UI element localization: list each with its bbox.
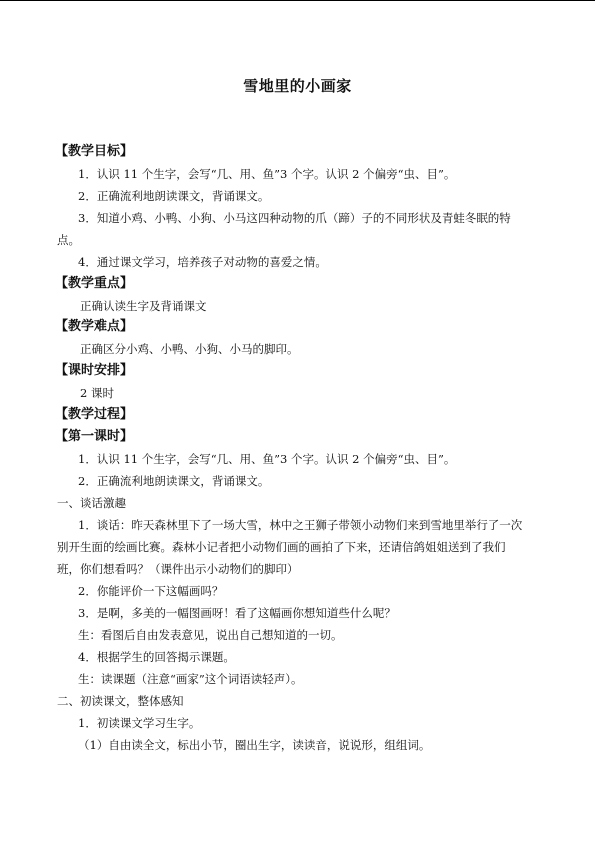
doc-line: 【教学重点】 <box>55 276 134 291</box>
doc-line: 【第一课时】 <box>55 429 134 444</box>
doc-line: 【教学目标】 <box>55 144 134 159</box>
doc-line: 1．初读课文学习生字。 <box>78 716 201 730</box>
doc-line: 正确认读生字及背诵课文 <box>80 299 207 313</box>
doc-line: 2．你能评价一下这幅画吗？ <box>78 584 224 598</box>
doc-line: 3．知道小鸡、小鸭、小狗、小马这四种动物的爪（蹄）子的不同形状及青蛙冬眠的特 <box>78 211 511 225</box>
doc-line: 生：读课题（注意“画家”这个词语读轻声）。 <box>78 672 303 686</box>
doc-line: 2．正确流利地朗读课文，背诵课文。 <box>78 189 270 203</box>
doc-line: 【教学过程】 <box>55 407 134 422</box>
doc-line: 正确区分小鸡、小鸭、小狗、小马的脚印。 <box>80 342 299 356</box>
doc-line: 二、初读课文，整体感知 <box>57 694 184 708</box>
doc-line: 1．认识 11 个生字，会写“几、用、鱼”3 个字。认识 2 个偏旁“虫、目”。 <box>78 167 456 181</box>
document-title: 雪地里的小画家 <box>243 77 352 95</box>
doc-line: 1．认识 11 个生字，会写“几、用、鱼”3 个字。认识 2 个偏旁“虫、目”。 <box>78 452 456 466</box>
doc-line: 2 课时 <box>80 386 114 400</box>
doc-line: 【课时安排】 <box>55 363 134 378</box>
doc-line: 点。 <box>57 233 80 247</box>
top-rule <box>0 0 595 1</box>
doc-line: 生：看图后自由发表意见，说出自己想知道的一切。 <box>78 628 343 642</box>
doc-line: 4．通过课文学习，培养孩子对动物的喜爱之情。 <box>78 255 327 269</box>
doc-line: 3．是啊，多美的一幅图画呀！看了这幅画你想知道些什么呢？ <box>78 606 396 620</box>
doc-line: （1）自由读全文，标出小节，圈出生字，读读音，说说形，组组词。 <box>78 738 431 752</box>
doc-line: 2．正确流利地朗读课文，背诵课文。 <box>78 474 270 488</box>
doc-line: 【教学难点】 <box>55 319 134 334</box>
doc-line: 一、谈话激趣 <box>57 496 126 510</box>
doc-line: 班，你们想看吗？（课件出示小动物们的脚印） <box>57 562 299 576</box>
doc-line: 4．根据学生的回答揭示课题。 <box>78 650 235 664</box>
doc-line: 别开生面的绘画比赛。森林小记者把小动物们画的画拍了下来，还请信鸽姐姐送到了我们 <box>57 540 506 554</box>
doc-line: 1．谈话：昨天森林里下了一场大雪，林中之王狮子带领小动物们来到雪地里举行了一次 <box>78 518 523 532</box>
